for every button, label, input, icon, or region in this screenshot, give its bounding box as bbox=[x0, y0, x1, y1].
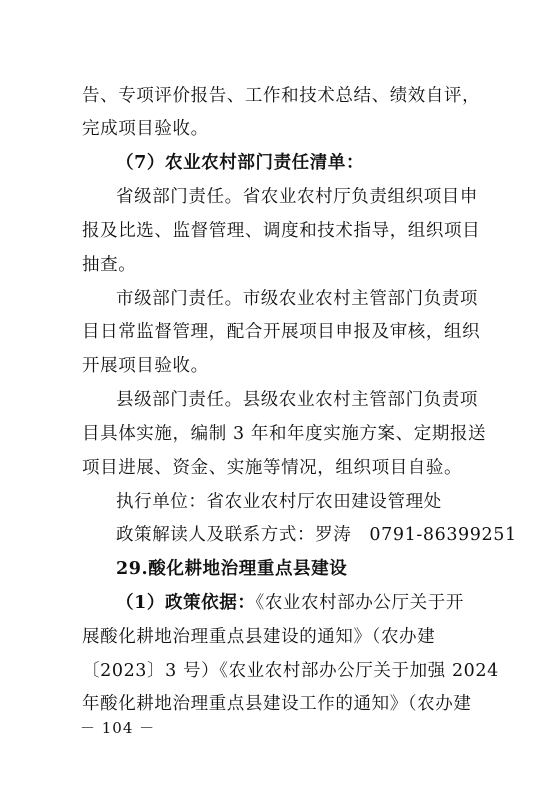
contact-line: 政策解读人及联系方式：罗涛 0791-86399251 bbox=[116, 525, 517, 545]
section-heading: 29.酸化耕地治理重点县建设 bbox=[116, 559, 348, 579]
body-line: 抽查。 bbox=[82, 255, 137, 275]
body-line: 目具体实施，编制 3 年和年度实施方案、定期报送 bbox=[82, 424, 487, 444]
section-heading: （7）农业农村部门责任清单： bbox=[116, 153, 365, 173]
body-line: 目日常监督管理，配合开展项目申报及审核，组织 bbox=[82, 322, 481, 342]
executing-unit-line: 执行单位：省农业农村厅农田建设管理处 bbox=[116, 492, 442, 512]
body-line: 县级部门责任。县级农业农村主管部门负责项 bbox=[116, 390, 478, 410]
policy-basis-text: 《农业农村部办公厅关于开 bbox=[255, 593, 464, 613]
body-line: 开展项目验收。 bbox=[82, 356, 209, 376]
body-line: 完成项目验收。 bbox=[82, 119, 209, 139]
body-line: 展酸化耕地治理重点县建设的通知》（农办建 bbox=[82, 627, 436, 647]
body-line: 年酸化耕地治理重点县建设工作的通知》（农办建 bbox=[82, 694, 472, 714]
policy-basis-label: （1）政策依据： bbox=[116, 593, 256, 613]
body-line: 〔2023〕3 号）《农业农村部办公厅关于加强 2024 bbox=[82, 661, 499, 681]
body-line: 报及比选、监督管理、调度和技术指导，组织项目 bbox=[82, 221, 481, 241]
body-line: 省级部门责任。省农业农村厅负责组织项目申 bbox=[116, 187, 478, 207]
page-number: － 104 － bbox=[80, 719, 156, 737]
body-line bbox=[116, 591, 482, 615]
body-line: 告、专项评价报告、工作和技术总结、绩效自评， bbox=[82, 86, 481, 106]
body-line: 市级部门责任。市级农业农村主管部门负责项 bbox=[116, 289, 478, 309]
body-line: 项目进展、资金、实施等情况，组织项目自验。 bbox=[82, 458, 463, 478]
